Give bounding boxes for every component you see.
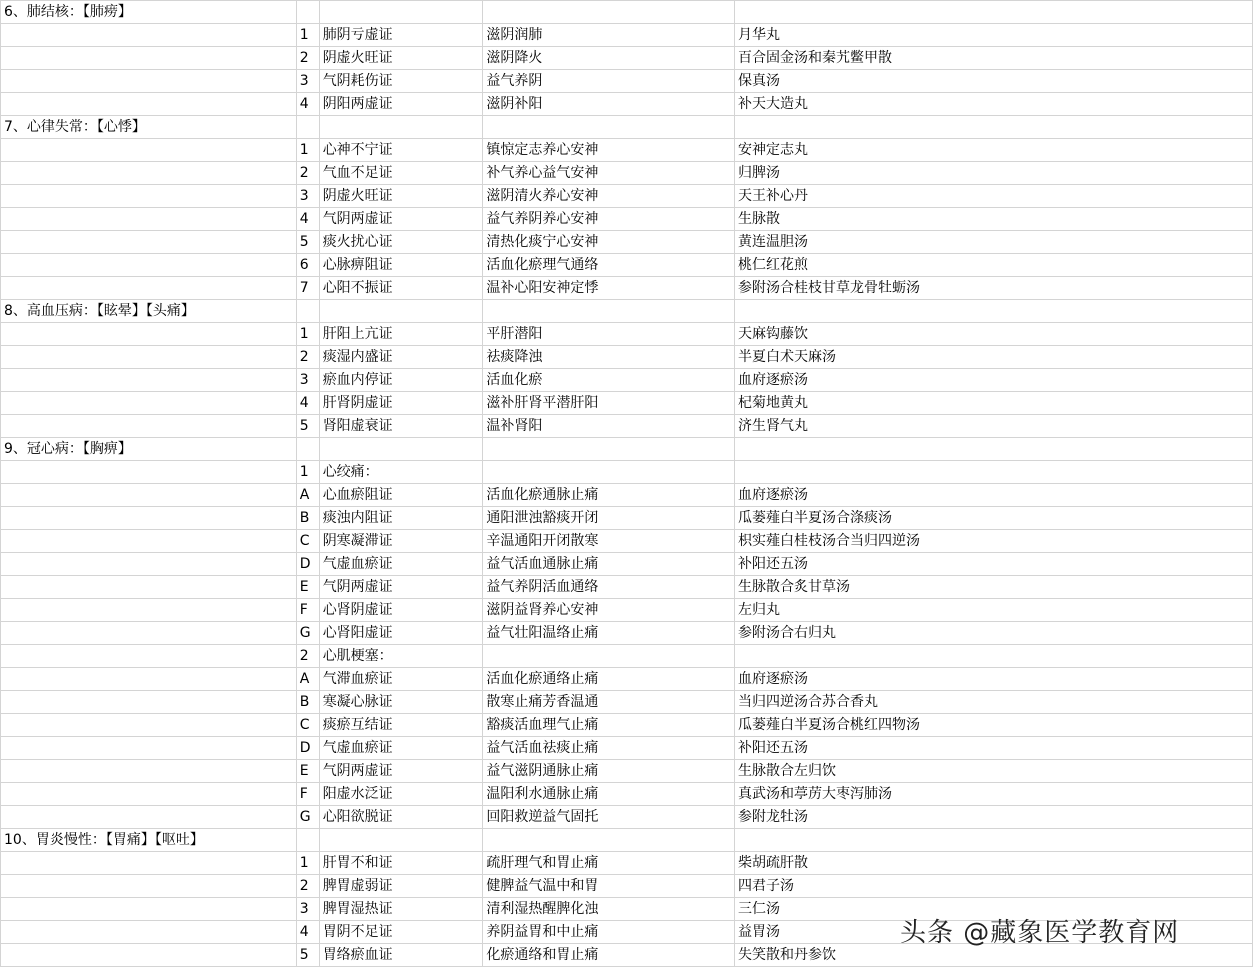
index-cell[interactable]: 2 bbox=[296, 346, 319, 369]
prescription-cell[interactable]: 血府逐瘀汤 bbox=[734, 668, 1252, 691]
prescription-cell[interactable]: 天王补心丹 bbox=[734, 185, 1252, 208]
table-row bbox=[1, 461, 1253, 484]
treatment-cell[interactable]: 通阳泄浊豁痰开闭 bbox=[483, 507, 735, 530]
prescription-cell[interactable]: 瓜蒌薤白半夏汤合桃红四物汤 bbox=[734, 714, 1252, 737]
syndrome-cell[interactable]: 胃络瘀血证 bbox=[319, 944, 483, 967]
section-cell[interactable] bbox=[1, 921, 297, 944]
syndrome-cell[interactable]: 阴阳两虚证 bbox=[319, 93, 483, 116]
watermark: 头条 @藏象医学教育网 bbox=[900, 918, 1180, 948]
section-row bbox=[1, 300, 1253, 323]
prescription-cell[interactable]: 瓜蒌薤白半夏汤合涤痰汤 bbox=[734, 507, 1252, 530]
section-cell[interactable] bbox=[1, 507, 297, 530]
section-cell[interactable] bbox=[1, 70, 297, 93]
table-row bbox=[1, 369, 1253, 392]
syndrome-cell[interactable]: 阴虚火旺证 bbox=[319, 185, 483, 208]
prescription-cell[interactable] bbox=[734, 1, 1252, 24]
syndrome-cell[interactable] bbox=[319, 1, 483, 24]
section-cell[interactable] bbox=[1, 714, 297, 737]
treatment-cell[interactable]: 益气养阴 bbox=[483, 70, 735, 93]
prescription-cell[interactable] bbox=[734, 461, 1252, 484]
syndrome-cell[interactable]: 肝胃不和证 bbox=[319, 852, 483, 875]
syndrome-cell[interactable]: 气阴耗伤证 bbox=[319, 70, 483, 93]
prescription-cell[interactable]: 济生肾气丸 bbox=[734, 415, 1252, 438]
table-row bbox=[1, 484, 1253, 507]
section-cell[interactable] bbox=[1, 898, 297, 921]
prescription-cell[interactable]: 黄连温胆汤 bbox=[734, 231, 1252, 254]
treatment-cell[interactable]: 益气活血祛痰止痛 bbox=[483, 737, 735, 760]
section-cell[interactable] bbox=[1, 806, 297, 829]
prescription-cell[interactable]: 参附龙牡汤 bbox=[734, 806, 1252, 829]
treatment-cell[interactable]: 平肝潜阳 bbox=[483, 323, 735, 346]
index-cell[interactable]: 3 bbox=[296, 185, 319, 208]
section-cell[interactable] bbox=[1, 530, 297, 553]
treatment-cell[interactable] bbox=[483, 438, 735, 461]
treatment-cell[interactable]: 滋阴益肾养心安神 bbox=[483, 599, 735, 622]
index-cell[interactable]: 3 bbox=[296, 70, 319, 93]
prescription-cell[interactable]: 补阳还五汤 bbox=[734, 553, 1252, 576]
table-row bbox=[1, 668, 1253, 691]
index-cell[interactable]: C bbox=[296, 714, 319, 737]
section-cell[interactable] bbox=[1, 185, 297, 208]
section-cell[interactable] bbox=[1, 346, 297, 369]
index-cell[interactable]: D bbox=[296, 737, 319, 760]
index-cell[interactable]: A bbox=[296, 668, 319, 691]
index-cell[interactable] bbox=[296, 1, 319, 24]
index-cell[interactable]: 4 bbox=[296, 392, 319, 415]
treatment-cell[interactable]: 滋阴补阳 bbox=[483, 93, 735, 116]
index-cell[interactable]: F bbox=[296, 783, 319, 806]
treatment-cell[interactable]: 疏肝理气和胃止痛 bbox=[483, 852, 735, 875]
syndrome-cell[interactable]: 心血瘀阻证 bbox=[319, 484, 483, 507]
section-cell[interactable] bbox=[1, 576, 297, 599]
syndrome-cell[interactable]: 心阳不振证 bbox=[319, 277, 483, 300]
prescription-cell[interactable]: 补阳还五汤 bbox=[734, 737, 1252, 760]
section-cell[interactable] bbox=[1, 875, 297, 898]
section-cell[interactable]: 6、肺结核：【肺痨】 bbox=[1, 1, 297, 24]
syndrome-cell[interactable]: 气阴两虚证 bbox=[319, 576, 483, 599]
section-cell[interactable] bbox=[1, 622, 297, 645]
index-cell[interactable]: E bbox=[296, 576, 319, 599]
treatment-cell[interactable] bbox=[483, 300, 735, 323]
section-cell[interactable] bbox=[1, 691, 297, 714]
prescription-cell[interactable]: 归脾汤 bbox=[734, 162, 1252, 185]
section-cell[interactable] bbox=[1, 93, 297, 116]
table-row bbox=[1, 576, 1253, 599]
table-row bbox=[1, 47, 1253, 70]
table-row bbox=[1, 162, 1253, 185]
treatment-cell[interactable]: 活血化瘀通脉止痛 bbox=[483, 484, 735, 507]
treatment-cell[interactable]: 滋补肝肾平潜肝阳 bbox=[483, 392, 735, 415]
treatment-cell[interactable]: 益气滋阴通脉止痛 bbox=[483, 760, 735, 783]
treatment-cell[interactable]: 益气活血通脉止痛 bbox=[483, 553, 735, 576]
syndrome-cell[interactable]: 心神不宁证 bbox=[319, 139, 483, 162]
syndrome-cell[interactable]: 心肾阳虚证 bbox=[319, 622, 483, 645]
table-row bbox=[1, 875, 1253, 898]
prescription-cell[interactable]: 参附汤合桂枝甘草龙骨牡蛎汤 bbox=[734, 277, 1252, 300]
syndrome-cell[interactable]: 痰湿内盛证 bbox=[319, 346, 483, 369]
index-cell[interactable]: 1 bbox=[296, 323, 319, 346]
treatment-cell[interactable]: 健脾益气温中和胃 bbox=[483, 875, 735, 898]
index-cell[interactable] bbox=[296, 829, 319, 852]
section-cell[interactable] bbox=[1, 415, 297, 438]
index-cell[interactable]: 1 bbox=[296, 24, 319, 47]
section-cell[interactable] bbox=[1, 852, 297, 875]
treatment-cell[interactable]: 清热化痰宁心安神 bbox=[483, 231, 735, 254]
prescription-cell[interactable]: 生脉散合左归饮 bbox=[734, 760, 1252, 783]
table-row bbox=[1, 24, 1253, 47]
index-cell[interactable]: A bbox=[296, 484, 319, 507]
index-cell[interactable]: 2 bbox=[296, 875, 319, 898]
index-cell[interactable]: B bbox=[296, 507, 319, 530]
treatment-cell[interactable]: 化瘀通络和胃止痛 bbox=[483, 944, 735, 967]
table-row bbox=[1, 254, 1253, 277]
syndrome-cell[interactable]: 气阴两虚证 bbox=[319, 760, 483, 783]
syndrome-cell[interactable]: 心肌梗塞： bbox=[319, 645, 483, 668]
prescription-cell[interactable]: 左归丸 bbox=[734, 599, 1252, 622]
prescription-cell[interactable]: 参附汤合右归丸 bbox=[734, 622, 1252, 645]
prescription-cell[interactable] bbox=[734, 438, 1252, 461]
treatment-cell[interactable] bbox=[483, 829, 735, 852]
prescription-cell[interactable] bbox=[734, 300, 1252, 323]
section-cell[interactable] bbox=[1, 323, 297, 346]
section-cell[interactable] bbox=[1, 599, 297, 622]
index-cell[interactable]: 4 bbox=[296, 208, 319, 231]
syndrome-cell[interactable] bbox=[319, 438, 483, 461]
syndrome-cell[interactable]: 肾阳虚衰证 bbox=[319, 415, 483, 438]
section-cell[interactable] bbox=[1, 162, 297, 185]
prescription-cell[interactable]: 半夏白术天麻汤 bbox=[734, 346, 1252, 369]
table-row bbox=[1, 691, 1253, 714]
prescription-cell[interactable]: 失笑散和丹参饮 bbox=[734, 944, 1252, 967]
treatment-cell[interactable] bbox=[483, 116, 735, 139]
syndrome-cell[interactable]: 瘀血内停证 bbox=[319, 369, 483, 392]
index-cell[interactable]: 1 bbox=[296, 461, 319, 484]
section-cell[interactable] bbox=[1, 737, 297, 760]
index-cell[interactable]: G bbox=[296, 622, 319, 645]
syndrome-cell[interactable]: 心绞痛： bbox=[319, 461, 483, 484]
section-cell[interactable] bbox=[1, 944, 297, 967]
treatment-cell[interactable]: 活血化瘀 bbox=[483, 369, 735, 392]
section-cell[interactable] bbox=[1, 760, 297, 783]
index-cell[interactable]: 4 bbox=[296, 93, 319, 116]
prescription-cell[interactable]: 枳实薤白桂枝汤合当归四逆汤 bbox=[734, 530, 1252, 553]
section-cell[interactable] bbox=[1, 392, 297, 415]
index-cell[interactable]: G bbox=[296, 806, 319, 829]
table-row bbox=[1, 70, 1253, 93]
treatment-cell[interactable]: 回阳救逆益气固托 bbox=[483, 806, 735, 829]
treatment-cell[interactable]: 滋阴清火养心安神 bbox=[483, 185, 735, 208]
index-cell[interactable]: C bbox=[296, 530, 319, 553]
treatment-cell[interactable]: 祛痰降浊 bbox=[483, 346, 735, 369]
prescription-cell[interactable]: 益胃汤 bbox=[734, 921, 1252, 944]
syndrome-cell[interactable] bbox=[319, 829, 483, 852]
index-cell[interactable]: 3 bbox=[296, 898, 319, 921]
table-row bbox=[1, 530, 1253, 553]
section-cell[interactable] bbox=[1, 231, 297, 254]
treatment-cell[interactable]: 散寒止痛芳香温通 bbox=[483, 691, 735, 714]
syndrome-cell[interactable]: 阴寒凝滞证 bbox=[319, 530, 483, 553]
syndrome-cell[interactable] bbox=[319, 300, 483, 323]
treatment-cell[interactable] bbox=[483, 1, 735, 24]
index-cell[interactable]: 1 bbox=[296, 852, 319, 875]
table-row bbox=[1, 622, 1253, 645]
treatment-cell[interactable]: 活血化瘀理气通络 bbox=[483, 254, 735, 277]
syndrome-cell[interactable]: 痰火扰心证 bbox=[319, 231, 483, 254]
syndrome-cell[interactable]: 气虚血瘀证 bbox=[319, 737, 483, 760]
table-row bbox=[1, 806, 1253, 829]
prescription-cell[interactable] bbox=[734, 116, 1252, 139]
syndrome-cell[interactable]: 寒凝心脉证 bbox=[319, 691, 483, 714]
table-row bbox=[1, 553, 1253, 576]
section-cell[interactable] bbox=[1, 369, 297, 392]
index-cell[interactable]: B bbox=[296, 691, 319, 714]
section-cell[interactable] bbox=[1, 668, 297, 691]
syndrome-cell[interactable]: 阳虚水泛证 bbox=[319, 783, 483, 806]
section-row bbox=[1, 1, 1253, 24]
prescription-cell[interactable]: 四君子汤 bbox=[734, 875, 1252, 898]
index-cell[interactable]: 5 bbox=[296, 415, 319, 438]
section-row bbox=[1, 116, 1253, 139]
treatment-cell[interactable]: 滋阴润肺 bbox=[483, 24, 735, 47]
table-row bbox=[1, 599, 1253, 622]
prescription-cell[interactable]: 三仁汤 bbox=[734, 898, 1252, 921]
index-cell[interactable]: 5 bbox=[296, 944, 319, 967]
table-row bbox=[1, 392, 1253, 415]
syndrome-cell[interactable]: 肝阳上亢证 bbox=[319, 323, 483, 346]
syndrome-cell[interactable]: 痰浊内阻证 bbox=[319, 507, 483, 530]
index-cell[interactable] bbox=[296, 116, 319, 139]
index-cell[interactable]: 1 bbox=[296, 139, 319, 162]
syndrome-cell[interactable]: 肝肾阴虚证 bbox=[319, 392, 483, 415]
syndrome-cell[interactable]: 脾胃虚弱证 bbox=[319, 875, 483, 898]
section-cell[interactable] bbox=[1, 208, 297, 231]
prescription-cell[interactable]: 安神定志丸 bbox=[734, 139, 1252, 162]
section-cell[interactable] bbox=[1, 553, 297, 576]
treatment-cell[interactable]: 温阳利水通脉止痛 bbox=[483, 783, 735, 806]
index-cell[interactable]: E bbox=[296, 760, 319, 783]
syndrome-cell[interactable]: 心脉痹阻证 bbox=[319, 254, 483, 277]
prescription-cell[interactable]: 血府逐瘀汤 bbox=[734, 484, 1252, 507]
index-cell[interactable]: 2 bbox=[296, 47, 319, 70]
treatment-cell[interactable]: 养阴益胃和中止痛 bbox=[483, 921, 735, 944]
syndrome-cell[interactable]: 胃阴不足证 bbox=[319, 921, 483, 944]
treatment-cell[interactable]: 豁痰活血理气止痛 bbox=[483, 714, 735, 737]
section-cell[interactable] bbox=[1, 645, 297, 668]
table-body bbox=[1, 1, 1253, 967]
index-cell[interactable]: F bbox=[296, 599, 319, 622]
prescription-cell[interactable]: 生脉散 bbox=[734, 208, 1252, 231]
table-row bbox=[1, 852, 1253, 875]
treatment-cell[interactable]: 辛温通阳开闭散寒 bbox=[483, 530, 735, 553]
section-cell[interactable] bbox=[1, 254, 297, 277]
syndrome-cell[interactable]: 心阳欲脱证 bbox=[319, 806, 483, 829]
syndrome-cell[interactable]: 气滞血瘀证 bbox=[319, 668, 483, 691]
treatment-cell[interactable]: 滋阴降火 bbox=[483, 47, 735, 70]
treatment-cell[interactable]: 活血化瘀通络止痛 bbox=[483, 668, 735, 691]
syndrome-cell[interactable]: 肺阴亏虚证 bbox=[319, 24, 483, 47]
prescription-cell[interactable]: 当归四逆汤合苏合香丸 bbox=[734, 691, 1252, 714]
table-row bbox=[1, 714, 1253, 737]
table-row bbox=[1, 93, 1253, 116]
index-cell[interactable]: D bbox=[296, 553, 319, 576]
syndrome-cell[interactable]: 阴虚火旺证 bbox=[319, 47, 483, 70]
table-row bbox=[1, 760, 1253, 783]
prescription-cell[interactable]: 杞菊地黄丸 bbox=[734, 392, 1252, 415]
syndrome-cell[interactable]: 气血不足证 bbox=[319, 162, 483, 185]
prescription-cell[interactable]: 生脉散合炙甘草汤 bbox=[734, 576, 1252, 599]
prescription-cell[interactable]: 百合固金汤和秦艽鳖甲散 bbox=[734, 47, 1252, 70]
syndrome-cell[interactable]: 气虚血瘀证 bbox=[319, 553, 483, 576]
table-row bbox=[1, 277, 1253, 300]
table-row bbox=[1, 231, 1253, 254]
section-cell[interactable]: 10、胃炎慢性：【胃痛】【呕吐】 bbox=[1, 829, 297, 852]
treatment-cell[interactable]: 补气养心益气安神 bbox=[483, 162, 735, 185]
prescription-cell[interactable]: 保真汤 bbox=[734, 70, 1252, 93]
index-cell[interactable]: 6 bbox=[296, 254, 319, 277]
treatment-cell[interactable] bbox=[483, 645, 735, 668]
treatment-cell[interactable]: 益气养阴活血通络 bbox=[483, 576, 735, 599]
prescription-cell[interactable]: 真武汤和葶苈大枣泻肺汤 bbox=[734, 783, 1252, 806]
table-row bbox=[1, 208, 1253, 231]
index-cell[interactable]: 7 bbox=[296, 277, 319, 300]
prescription-cell[interactable]: 月华丸 bbox=[734, 24, 1252, 47]
prescription-cell[interactable] bbox=[734, 829, 1252, 852]
table-row bbox=[1, 139, 1253, 162]
treatment-cell[interactable]: 温补肾阳 bbox=[483, 415, 735, 438]
syndrome-cell[interactable] bbox=[319, 116, 483, 139]
treatment-cell[interactable]: 镇惊定志养心安神 bbox=[483, 139, 735, 162]
section-cell[interactable] bbox=[1, 24, 297, 47]
section-cell[interactable] bbox=[1, 277, 297, 300]
section-cell[interactable]: 8、高血压病：【眩晕】【头痛】 bbox=[1, 300, 297, 323]
index-cell[interactable]: 4 bbox=[296, 921, 319, 944]
index-cell[interactable]: 3 bbox=[296, 369, 319, 392]
table-row bbox=[1, 645, 1253, 668]
table-row bbox=[1, 783, 1253, 806]
table-row bbox=[1, 415, 1253, 438]
prescription-cell[interactable] bbox=[734, 645, 1252, 668]
section-cell[interactable] bbox=[1, 484, 297, 507]
section-cell[interactable]: 7、心律失常：【心悸】 bbox=[1, 116, 297, 139]
index-cell[interactable]: 2 bbox=[296, 645, 319, 668]
prescription-cell[interactable]: 天麻钩藤饮 bbox=[734, 323, 1252, 346]
section-row bbox=[1, 829, 1253, 852]
prescription-cell[interactable]: 补天大造丸 bbox=[734, 93, 1252, 116]
index-cell[interactable]: 5 bbox=[296, 231, 319, 254]
index-cell[interactable] bbox=[296, 438, 319, 461]
section-cell[interactable] bbox=[1, 783, 297, 806]
section-cell[interactable] bbox=[1, 461, 297, 484]
treatment-cell[interactable]: 温补心阳安神定悸 bbox=[483, 277, 735, 300]
section-cell[interactable] bbox=[1, 139, 297, 162]
table-row bbox=[1, 737, 1253, 760]
table-row bbox=[1, 346, 1253, 369]
index-cell[interactable] bbox=[296, 300, 319, 323]
syndrome-cell[interactable]: 气阴两虚证 bbox=[319, 208, 483, 231]
syndrome-cell[interactable]: 痰瘀互结证 bbox=[319, 714, 483, 737]
syndrome-cell[interactable]: 脾胃湿热证 bbox=[319, 898, 483, 921]
prescription-cell[interactable]: 血府逐瘀汤 bbox=[734, 369, 1252, 392]
treatment-cell[interactable] bbox=[483, 461, 735, 484]
index-cell[interactable]: 2 bbox=[296, 162, 319, 185]
prescription-cell[interactable]: 柴胡疏肝散 bbox=[734, 852, 1252, 875]
treatment-cell[interactable]: 益气壮阳温络止痛 bbox=[483, 622, 735, 645]
section-row bbox=[1, 438, 1253, 461]
treatment-cell[interactable]: 益气养阴养心安神 bbox=[483, 208, 735, 231]
table-row bbox=[1, 507, 1253, 530]
table-row bbox=[1, 185, 1253, 208]
section-cell[interactable]: 9、冠心病：【胸痹】 bbox=[1, 438, 297, 461]
syndrome-cell[interactable]: 心肾阴虚证 bbox=[319, 599, 483, 622]
section-cell[interactable] bbox=[1, 47, 297, 70]
prescription-cell[interactable]: 桃仁红花煎 bbox=[734, 254, 1252, 277]
treatment-cell[interactable]: 清利湿热醒脾化浊 bbox=[483, 898, 735, 921]
table-row bbox=[1, 323, 1253, 346]
